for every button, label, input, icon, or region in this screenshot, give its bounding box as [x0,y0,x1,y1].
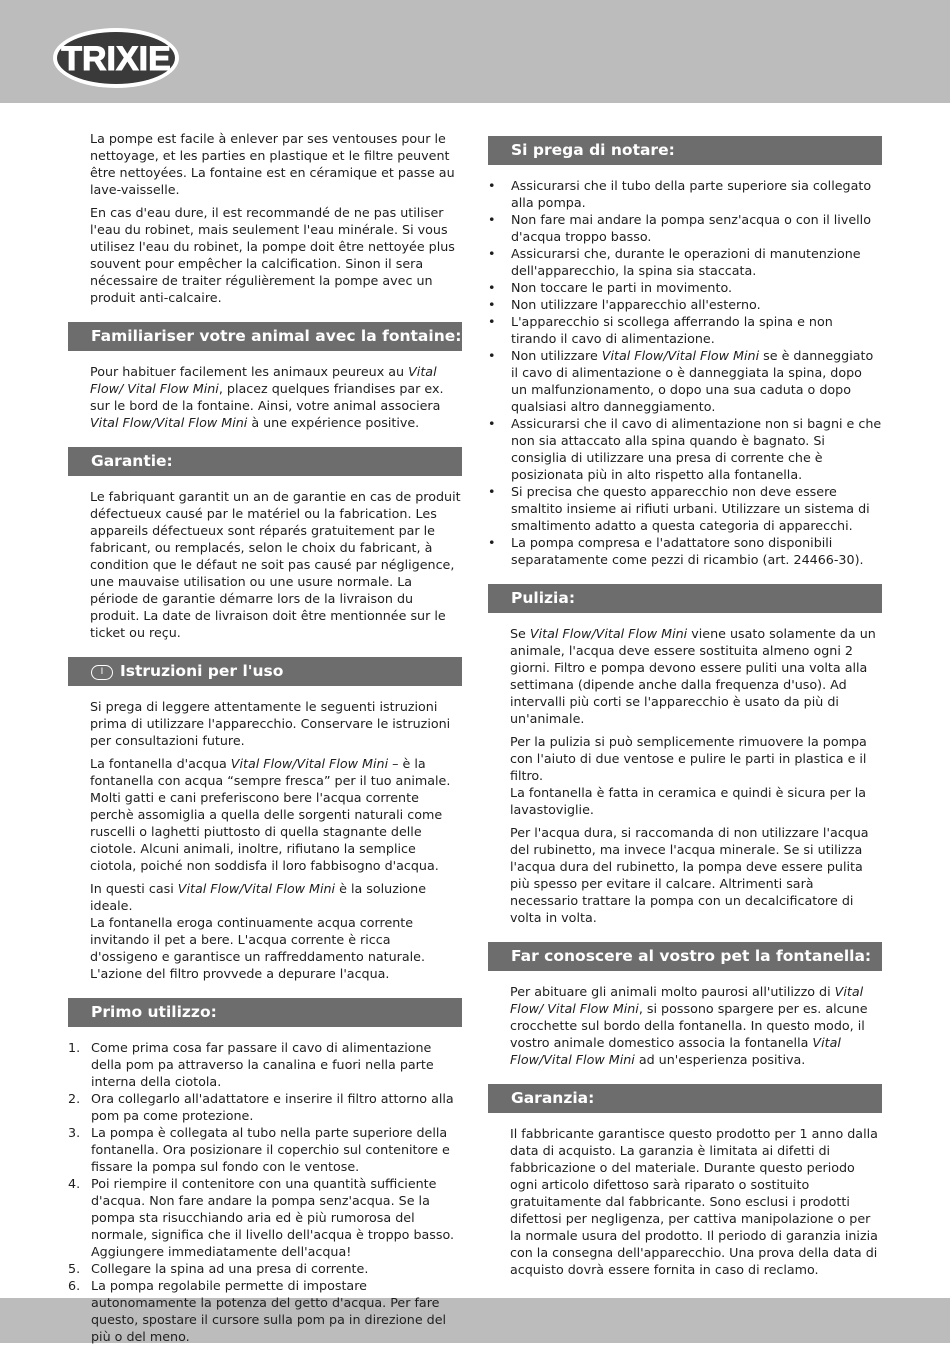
list-item: • Non utilizzare Vital Flow/Vital Flow Mini se è danneggiato il cavo di alimentazione o è danneggiata la spina, dopo un malfunzionamento, o dopo una sua caduta o dopo qualsiasi altro danneggiamento. [488,348,874,414]
right-column [488,136,882,1284]
list-item: • L'apparecchio si scollega afferrando la spina e non tirando il cavo di alimentazione. [488,314,833,346]
it-familiarise-paragraph: Per abituare gli animali molto paurosi all'utilizzo di Vital Flow/ Vital Flow Mini, si possono spargere per es. alcune crocchette sul bordo della fontanella. In questo modo, il vostro animale domestico associa la fontanella Vital Flow/Vital Flow Mini ad un'esperienza positiva. [510,984,868,1067]
trixie-logo [52,26,180,90]
fr-guarantee-paragraph: Le fabriquant garantit un an de garantie en cas de produit défectueux causé par le matériel ou la fabrication. Les appareils défectueux sont réparés gratuitement par le fabricant, ou remplacés, selon le choix du fabricant, à condition que le défaut ne soit pas causé par négligence, une mauvaise utilisation ou une usure normale. La période de garantie démarre lors de la livraison du produit. La date de livraison doit être mentionnée sur le ticket ou reçu. [90,489,461,640]
list-item: • Si precisa che questo apparecchio non deve essere smaltito insieme ai rifiuti urbani. Utilizzare un sistema di smaltimento adatto a questa categoria di apparecchi. [488,484,870,533]
fr-pump-paragraph-2: En cas d'eau dure, il est recommandé de ne pas utiliser l'eau du robinet, mais seulement l'eau minérale. Si vous utilisez l'eau du robinet, la pompe doit être nettoyée plus souvent pour empêcher la calcification. Sinon il sera nécessaire de traiter régulièrement la pompe avec un produit anti-calcaire. [90,205,455,305]
list-item: 1. Come prima cosa far passare il cavo di alimentazione della pom pa attraverso la canalina e fuori nella parte interna della ciotola. [68,1040,434,1089]
list-item: • Non toccare le parti in movimento. [488,280,733,295]
it-first-use-heading: Primo utilizzo: [68,998,462,1027]
it-guarantee-heading: Garanzia: [488,1084,882,1113]
list-item: • Assicurarsi che, durante le operazioni di manutenzione dell'apparecchio, la spina sia staccata. [488,246,861,278]
list-item: 6. La pompa regolabile permette di impostare autonomamente la potenza del getto d'acqua. Per fare questo, spostare il cursore sulla pom pa in direzione del più o del meno. [68,1278,447,1344]
list-item: • Non utilizzare l'apparecchio all'esterno. [488,297,761,312]
it-instructions-paragraph-3: In questi casi Vital Flow/Vital Flow Mini è la soluzione ideale. La fontanella eroga continuamente acqua corrente invitando il pet a bere. L'acqua corrente è ricca d'ossigeno e garantisce un raffreddamento naturale. L'azione del filtro provvede a depurare l'acqua. [90,881,427,981]
it-instructions-paragraph-2: La fontanella d'acqua Vital Flow/Vital Flow Mini – è la fontanella con acqua “sempre fresca” per il tuo animale. Molti gatti e cani preferiscono bere l'acqua corrente perchè assomiglia a quella delle sorgenti naturali come ruscelli o laghetti piuttosto di quella stagnante delle ciotole. Alcuni animali, inoltre, rifiutano la semplice ciotola, poiché non soddisfa il loro fabbisogno d'acqua. [90,756,451,873]
list-item: • Assicurarsi che il tubo della parte superiore sia collegato alla pompa. [488,178,872,210]
fr-familiarise-heading: Familiariser votre animal avec la fontaine: [68,322,462,351]
list-item: • Assicurarsi che il cavo di alimentazione non si bagni e che non sia attaccato alla spina quando è bagnato. Si consiglia di utilizzare una presa di corrente che è posizionata più in alto rispetto alla fontanella. [488,416,882,482]
it-instructions-heading: I Istruzioni per l'uso [68,657,462,686]
language-badge: I [91,665,113,680]
list-item: • Non fare mai andare la pompa senz'acqua o con il livello d'acqua troppo basso. [488,212,871,244]
list-item: 3. La pompa è collegata al tubo nella parte superiore della fontanella. Ora posizionare il coperchio sul contenitore e fissare la pompa sul fondo con le ventose. [68,1125,450,1174]
it-cleaning-heading: Pulizia: [488,584,882,613]
list-item: • La pompa compresa e l'adattatore sono disponibili separatamente come pezzi di ricambio (art. 24466-30). [488,535,864,567]
first-use-steps [68,1039,462,1345]
it-notes-heading: Si prega di notare: [488,136,882,165]
fr-guarantee-heading: Garantie: [68,447,462,476]
notes-list [488,177,882,568]
it-cleaning-paragraph-2: Per la pulizia si può semplicemente rimuovere la pompa con l'aiuto di due ventose e pulire le parti in plastica e il filtro. La fontanella è fatta in ceramica e quindi è sicura per la lavastoviglie. [510,734,867,817]
it-cleaning-paragraph-3: Per l'acqua dura, si raccomanda di non utilizzare l'acqua del rubinetto, ma invece l'acqua minerale. Se si utilizza l'acqua dura del rubinetto, la pompa deve essere pulita più spesso per evitare il calcare. Altrimenti sarà necessario trattare la pompa con un decalcificatore di volta in volta. [510,825,869,925]
it-cleaning-paragraph-1: Se Vital Flow/Vital Flow Mini viene usato solamente da un animale, l'acqua deve essere sostituita almeno ogni 2 giorni. Filtro e pompa devono essere puliti una volta alla settimana (dipende anche dalla frequenza d'uso). Ad intervalli più corti se l'apparecchio è usato da più di un'animale. [510,626,876,726]
list-item: 5. Collegare la spina ad una presa di corrente. [68,1261,369,1276]
fr-familiarise-paragraph: Pour habituer facilement les animaux peureux au Vital Flow/ Vital Flow Mini, placez quelques friandises par ex. sur le bord de la fontaine. Ainsi, votre animal associera Vital Flow/Vital Flow Mini à une expérience positive. [90,364,444,430]
list-item: 2. Ora collegarlo all'adattatore e inserire il filtro attorno alla pom pa come protezione. [68,1091,454,1123]
fr-pump-paragraph-1: La pompe est facile à enlever par ses ventouses pour le nettoyage, et les parties en plastique et le filtre peuvent être nettoyées. La fontaine est en céramique et passe au lave-vaisselle. [90,131,455,197]
it-guarantee-paragraph: Il fabbricante garantisce questo prodotto per 1 anno dalla data di acquisto. La garanzia è limitata ai difetti di fabbricazione o del materiale. Durante questo periodo ogni articolo difettoso sarà riparato o sostituito gratuitamente dal fabbricante. Sono esclusi i prodotti difettosi per negligenza, per cattiva manipolazione o per la normale usura del prodotto. Il periodo di garanzia inizia con la consegna dell'apparecchio. Una prova della data di acquisto dovrà essere fornita in caso di reclamo. [510,1126,878,1277]
left-column [68,130,462,1351]
it-familiarise-heading: Far conoscere al vostro pet la fontanella: [488,942,882,971]
logo-text: TRIXIE [61,40,171,78]
it-instructions-paragraph-1: Si prega di leggere attentamente le seguenti istruzioni prima di utilizzare l'apparecchio. Conservare le istruzioni per consultazioni future. [90,699,451,748]
list-item: 4. Poi riempire il contenitore con una quantità sufficiente d'acqua. Non fare andare la pompa senz'acqua. Se la pompa sta risucchiando aria ed è più rumorosa del normale, significa che il livello dell'acqua è troppo basso. Aggiungere immediatamente dell'acqua! [68,1176,455,1259]
